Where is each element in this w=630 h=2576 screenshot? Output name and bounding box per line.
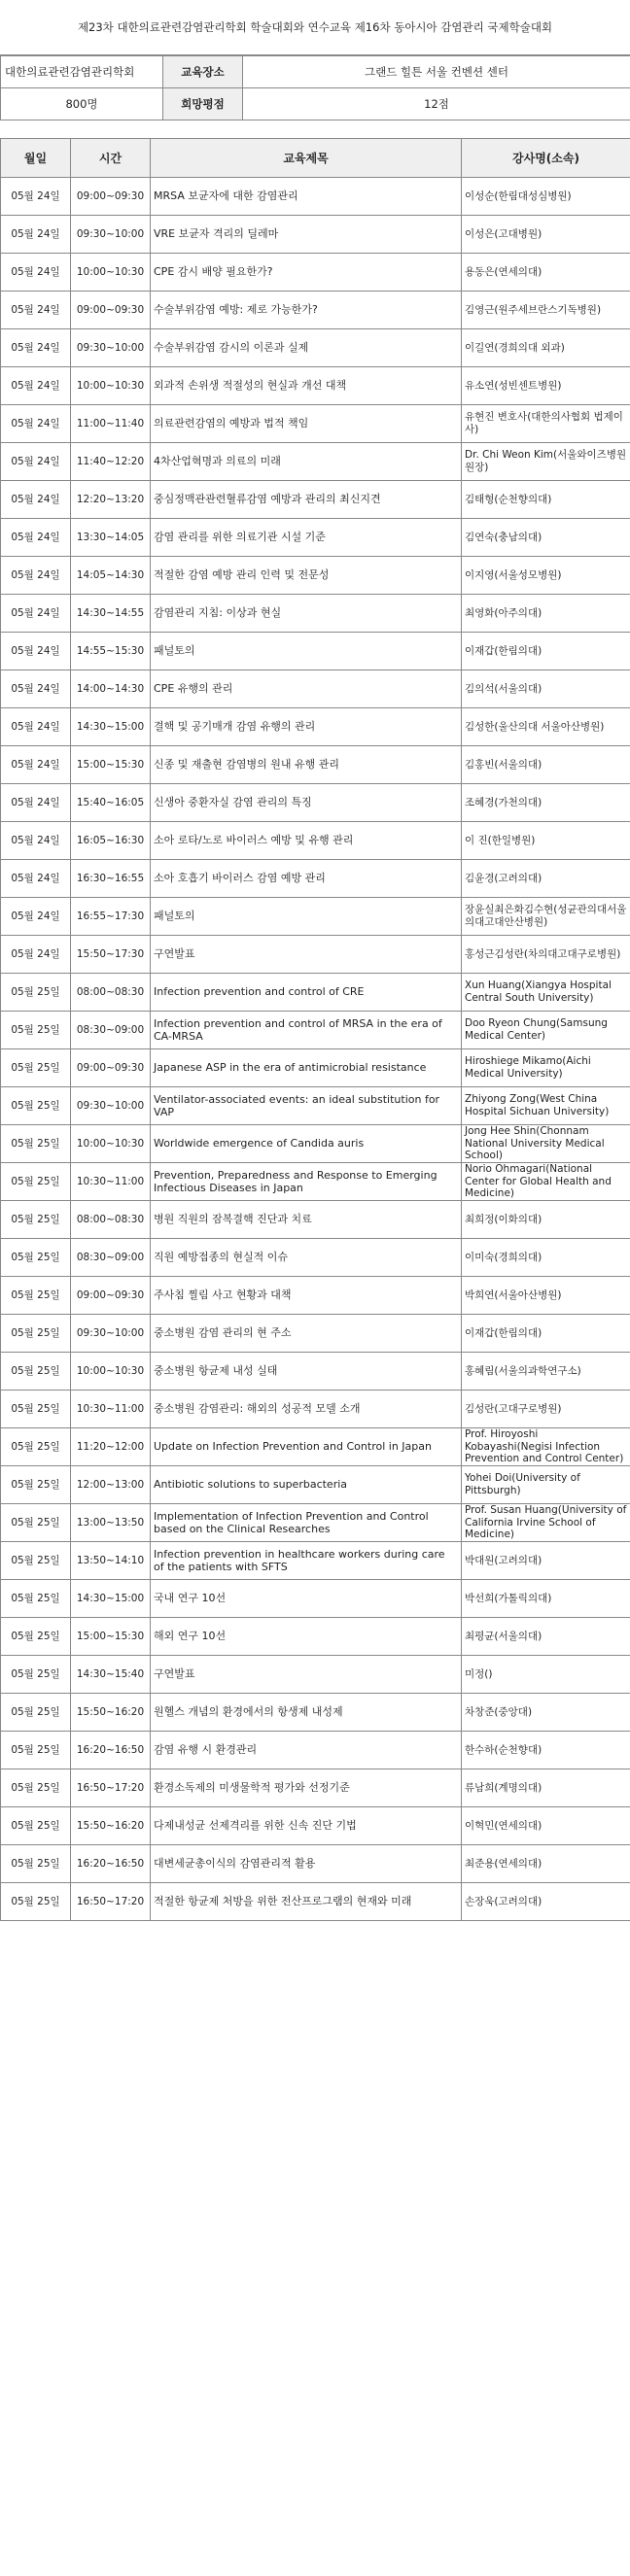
cell-time: 08:30~09:00: [71, 1012, 151, 1049]
table-row: [1, 292, 630, 329]
cell-title: 신종 및 재출현 감염병의 원내 유행 관리: [151, 746, 462, 784]
table-row: [1, 1656, 630, 1694]
cell-speaker: 홍성근김성란(차의대고대구로병원): [462, 936, 630, 974]
table-row: [1, 633, 630, 670]
table-row: [1, 1277, 630, 1315]
cell-title: 신생아 중환자실 감염 관리의 특징: [151, 784, 462, 822]
cell-title: 국내 연구 10선: [151, 1580, 462, 1618]
cell-speaker: 류남희(계명의대): [462, 1769, 630, 1807]
table-row: [1, 1428, 630, 1466]
cell-time: 16:30~16:55: [71, 860, 151, 898]
table-row: [1, 822, 630, 860]
table-row: [1, 708, 630, 746]
cell-time: 16:20~16:50: [71, 1732, 151, 1769]
table-row: [1, 1694, 630, 1732]
cell-time: 09:30~10:00: [71, 1315, 151, 1353]
cell-speaker: 이길연(경희의대 외과): [462, 329, 630, 367]
cell-speaker: 장윤실최은화김수현(성균관의대서울의대고대안산병원): [462, 898, 630, 936]
table-row: [1, 936, 630, 974]
cell-time: 15:40~16:05: [71, 784, 151, 822]
cell-date: 05월 24일: [1, 633, 71, 670]
cell-date: 05월 25일: [1, 1769, 71, 1807]
cell-title: 결핵 및 공기매개 감염 유행의 관리: [151, 708, 462, 746]
cell-speaker: 박선희(가톨릭의대): [462, 1580, 630, 1618]
cell-time: 12:20~13:20: [71, 481, 151, 519]
cell-speaker: 이성은(고대병원): [462, 216, 630, 254]
table-row: [1, 1087, 630, 1125]
cell-date: 05월 24일: [1, 708, 71, 746]
cell-time: 12:00~13:00: [71, 1466, 151, 1504]
cell-title: 외과적 손위생 적절성의 현실과 개선 대책: [151, 367, 462, 405]
cell-speaker: 차창준(중앙대): [462, 1694, 630, 1732]
cell-date: 05월 24일: [1, 367, 71, 405]
cell-title: 주사침 찔림 사고 현황과 대책: [151, 1277, 462, 1315]
cell-date: 05월 24일: [1, 405, 71, 443]
cell-date: 05월 25일: [1, 974, 71, 1012]
cell-title: 구연발표: [151, 1656, 462, 1694]
column-header-date: 월일: [1, 139, 71, 178]
cell-date: 05월 24일: [1, 595, 71, 633]
cell-date: 05월 25일: [1, 1845, 71, 1883]
table-row: [1, 519, 630, 557]
table-row: [1, 557, 630, 595]
cell-date: 05월 24일: [1, 519, 71, 557]
cell-title: 다제내성균 선제격리를 위한 신속 진단 기법: [151, 1807, 462, 1845]
course-info-table: [0, 55, 630, 120]
cell-date: 05월 24일: [1, 898, 71, 936]
cell-title: Ventilator-associated events: an ideal substitution for VAP: [151, 1087, 462, 1125]
table-row: [1, 1163, 630, 1201]
table-row: [1, 178, 630, 216]
cell-time: 14:30~14:55: [71, 595, 151, 633]
cell-date: 05월 25일: [1, 1353, 71, 1391]
cell-speaker: 최희정(이화의대): [462, 1201, 630, 1239]
table-row: [1, 216, 630, 254]
cell-speaker: 최영화(아주의대): [462, 595, 630, 633]
cell-title: 구연발표: [151, 936, 462, 974]
cell-date: 05월 25일: [1, 1542, 71, 1580]
document-title: 제23차 대한의료관련감염관리학회 학술대회와 연수교육 제16차 동아시아 감염관리 국제학술대회: [0, 0, 630, 55]
cell-time: 16:50~17:20: [71, 1883, 151, 1921]
cell-time: 09:30~10:00: [71, 329, 151, 367]
cell-title: 중소병원 감염관리: 해외의 성공적 모델 소개: [151, 1391, 462, 1428]
cell-date: 05월 25일: [1, 1618, 71, 1656]
cell-speaker: Norio Ohmagari(National Center for Global Health and Medicine): [462, 1163, 630, 1201]
cell-date: 05월 24일: [1, 746, 71, 784]
cell-date: 05월 25일: [1, 1883, 71, 1921]
cell-date: 05월 25일: [1, 1315, 71, 1353]
cell-title: 적절한 감염 예방 관리 인력 및 전문성: [151, 557, 462, 595]
table-row: [1, 1201, 630, 1239]
cell-time: 10:00~10:30: [71, 367, 151, 405]
cell-time: 14:05~14:30: [71, 557, 151, 595]
cell-title: 중소병원 항균제 내성 실태: [151, 1353, 462, 1391]
cell-time: 14:30~15:40: [71, 1656, 151, 1694]
table-row: [1, 405, 630, 443]
cell-time: 13:00~13:50: [71, 1504, 151, 1542]
cell-speaker: 이성순(한림대성심병원): [462, 178, 630, 216]
cell-title: 수술부위감염 예방: 제로 가능한가?: [151, 292, 462, 329]
table-row: [1, 367, 630, 405]
cell-time: 11:40~12:20: [71, 443, 151, 481]
cell-title: 감염 관리를 위한 의료기관 시설 기준: [151, 519, 462, 557]
table-row: [1, 1807, 630, 1845]
cell-title: MRSA 보균자에 대한 감염관리: [151, 178, 462, 216]
table-row: [1, 1049, 630, 1087]
credit-label: 희망평점: [163, 88, 243, 120]
table-row: [1, 1769, 630, 1807]
cell-speaker: 김성란(고대구로병원): [462, 1391, 630, 1428]
cell-time: 09:30~10:00: [71, 1087, 151, 1125]
cell-time: 15:00~15:30: [71, 1618, 151, 1656]
cell-speaker: 미정(): [462, 1656, 630, 1694]
cell-date: 05월 25일: [1, 1201, 71, 1239]
table-row: [1, 443, 630, 481]
cell-speaker: 홍혜림(서울의과학연구소): [462, 1353, 630, 1391]
info-row-capacity: [1, 88, 630, 120]
table-row: [1, 1618, 630, 1656]
cell-time: 10:00~10:30: [71, 1353, 151, 1391]
table-row: [1, 1883, 630, 1921]
cell-time: 14:30~15:00: [71, 708, 151, 746]
cell-time: 09:00~09:30: [71, 178, 151, 216]
cell-title: 대변세균총이식의 감염관리적 활용: [151, 1845, 462, 1883]
cell-date: 05월 25일: [1, 1239, 71, 1277]
venue-label: 교육장소: [163, 56, 243, 88]
cell-title: 중심정맥관관련혈류감염 예방과 관리의 최신지견: [151, 481, 462, 519]
cell-date: 05월 25일: [1, 1694, 71, 1732]
cell-title: Infection prevention and control of MRSA in the era of CA-MRSA: [151, 1012, 462, 1049]
table-row: [1, 1845, 630, 1883]
cell-title: Implementation of Infection Prevention and Control based on the Clinical Researches: [151, 1504, 462, 1542]
cell-speaker: Dr. Chi Weon Kim(서울와이즈병원 원장): [462, 443, 630, 481]
cell-title: 의료관련감염의 예방과 법적 책임: [151, 405, 462, 443]
credit-value: 12점: [243, 88, 630, 120]
column-header-speaker: 강사명(소속): [462, 139, 630, 178]
cell-time: 15:50~17:30: [71, 936, 151, 974]
column-header-title: 교육제목: [151, 139, 462, 178]
schedule-body: [1, 178, 630, 1921]
cell-date: 05월 25일: [1, 1807, 71, 1845]
cell-date: 05월 25일: [1, 1428, 71, 1466]
cell-time: 15:50~16:20: [71, 1694, 151, 1732]
table-row: [1, 481, 630, 519]
column-header-time: 시간: [71, 139, 151, 178]
cell-speaker: 김성한(울산의대 서울아산병원): [462, 708, 630, 746]
cell-date: 05월 25일: [1, 1391, 71, 1428]
cell-speaker: 최평균(서울의대): [462, 1618, 630, 1656]
table-row: [1, 1466, 630, 1504]
cell-title: 소아 호흡기 바이러스 감염 예방 관리: [151, 860, 462, 898]
cell-speaker: 김윤경(고려의대): [462, 860, 630, 898]
cell-title: VRE 보균자 격리의 딜레마: [151, 216, 462, 254]
cell-time: 08:30~09:00: [71, 1239, 151, 1277]
table-row: [1, 670, 630, 708]
cell-date: 05월 25일: [1, 1012, 71, 1049]
cell-title: Infection prevention and control of CRE: [151, 974, 462, 1012]
cell-speaker: 박대원(고려의대): [462, 1542, 630, 1580]
cell-speaker: 김연숙(충남의대): [462, 519, 630, 557]
cell-title: 직원 예방접종의 현실적 이슈: [151, 1239, 462, 1277]
table-row: [1, 784, 630, 822]
cell-title: 4차산업혁명과 의료의 미래: [151, 443, 462, 481]
table-row: [1, 860, 630, 898]
cell-time: 14:00~14:30: [71, 670, 151, 708]
cell-speaker: 이 진(한일병원): [462, 822, 630, 860]
cell-title: 원헬스 개념의 환경에서의 항생제 내성제: [151, 1694, 462, 1732]
cell-speaker: 이혁민(연세의대): [462, 1807, 630, 1845]
cell-time: 16:05~16:30: [71, 822, 151, 860]
cell-time: 16:50~17:20: [71, 1769, 151, 1807]
cell-speaker: 이재갑(한림의대): [462, 1315, 630, 1353]
organizer-name: 대한의료관련감염관리학회: [1, 56, 163, 88]
cell-time: 09:30~10:00: [71, 216, 151, 254]
cell-time: 08:00~08:30: [71, 974, 151, 1012]
info-row-venue: [1, 56, 630, 88]
cell-speaker: 한수하(순천향대): [462, 1732, 630, 1769]
table-row: [1, 1391, 630, 1428]
cell-speaker: Doo Ryeon Chung(Samsung Medical Center): [462, 1012, 630, 1049]
cell-speaker: Prof. Susan Huang(University of California Irvine School of Medicine): [462, 1504, 630, 1542]
cell-title: 패널토의: [151, 633, 462, 670]
cell-speaker: Zhiyong Zong(West China Hospital Sichuan University): [462, 1087, 630, 1125]
cell-date: 05월 25일: [1, 1087, 71, 1125]
cell-time: 11:00~11:40: [71, 405, 151, 443]
cell-time: 16:20~16:50: [71, 1845, 151, 1883]
cell-date: 05월 24일: [1, 254, 71, 292]
cell-date: 05월 24일: [1, 443, 71, 481]
cell-date: 05월 25일: [1, 1504, 71, 1542]
cell-date: 05월 25일: [1, 1466, 71, 1504]
cell-time: 14:55~15:30: [71, 633, 151, 670]
cell-date: 05월 24일: [1, 557, 71, 595]
table-row: [1, 974, 630, 1012]
cell-title: 패널토의: [151, 898, 462, 936]
cell-title: 감염관리 지침: 이상과 현실: [151, 595, 462, 633]
cell-date: 05월 24일: [1, 481, 71, 519]
cell-title: 소아 로타/노로 바이러스 예방 및 유행 관리: [151, 822, 462, 860]
cell-date: 05월 25일: [1, 1163, 71, 1201]
cell-speaker: 용동은(연세의대): [462, 254, 630, 292]
table-row: [1, 1012, 630, 1049]
cell-title: Worldwide emergence of Candida auris: [151, 1125, 462, 1163]
cell-date: 05월 24일: [1, 216, 71, 254]
cell-title: 중소병원 감염 관리의 현 주소: [151, 1315, 462, 1353]
cell-date: 05월 25일: [1, 1049, 71, 1087]
cell-time: 13:30~14:05: [71, 519, 151, 557]
cell-time: 10:00~10:30: [71, 254, 151, 292]
cell-speaker: 김홍빈(서울의대): [462, 746, 630, 784]
cell-date: 05월 24일: [1, 936, 71, 974]
cell-speaker: Prof. Hiroyoshi Kobayashi(Negisi Infection Prevention and Control Center): [462, 1428, 630, 1466]
cell-title: CPE 유행의 관리: [151, 670, 462, 708]
cell-date: 05월 25일: [1, 1656, 71, 1694]
cell-time: 13:50~14:10: [71, 1542, 151, 1580]
cell-speaker: Jong Hee Shin(Chonnam National University Medical School): [462, 1125, 630, 1163]
cell-speaker: 유소연(성빈센트병원): [462, 367, 630, 405]
table-row: [1, 1542, 630, 1580]
table-row: [1, 1315, 630, 1353]
cell-title: 병원 직원의 잠복결핵 진단과 치료: [151, 1201, 462, 1239]
cell-speaker: 김영근(원주세브란스기독병원): [462, 292, 630, 329]
section-spacer: [0, 120, 630, 138]
schedule-table: [0, 138, 630, 1921]
cell-speaker: Xun Huang(Xiangya Hospital Central South University): [462, 974, 630, 1012]
table-row: [1, 898, 630, 936]
table-row: [1, 1580, 630, 1618]
table-row: [1, 595, 630, 633]
cell-title: Prevention, Preparedness and Response to Emerging Infectious Diseases in Japan: [151, 1163, 462, 1201]
cell-time: 09:00~09:30: [71, 292, 151, 329]
cell-time: 11:20~12:00: [71, 1428, 151, 1466]
cell-speaker: 김태형(순천향의대): [462, 481, 630, 519]
cell-date: 05월 24일: [1, 178, 71, 216]
cell-speaker: 최준용(연세의대): [462, 1845, 630, 1883]
cell-date: 05월 24일: [1, 784, 71, 822]
table-row: [1, 1239, 630, 1277]
table-row: [1, 1125, 630, 1163]
cell-speaker: 김의석(서울의대): [462, 670, 630, 708]
cell-date: 05월 24일: [1, 860, 71, 898]
table-row: [1, 1504, 630, 1542]
cell-date: 05월 25일: [1, 1125, 71, 1163]
cell-speaker: Hiroshiege Mikamo(Aichi Medical University): [462, 1049, 630, 1087]
cell-time: 10:30~11:00: [71, 1391, 151, 1428]
cell-date: 05월 24일: [1, 329, 71, 367]
cell-title: CPE 감시 배양 필요한가?: [151, 254, 462, 292]
cell-title: 적절한 항균제 처방을 위한 전산프로그램의 현재와 미래: [151, 1883, 462, 1921]
cell-time: 09:00~09:30: [71, 1277, 151, 1315]
cell-time: 10:00~10:30: [71, 1125, 151, 1163]
cell-speaker: 유현진 변호사(대한의사협회 법제이사): [462, 405, 630, 443]
cell-speaker: 이지영(서울성모병원): [462, 557, 630, 595]
cell-time: 15:00~15:30: [71, 746, 151, 784]
cell-speaker: 손장욱(고려의대): [462, 1883, 630, 1921]
table-row: [1, 254, 630, 292]
venue-value: 그랜드 힐튼 서울 컨벤션 센터: [243, 56, 630, 88]
table-row: [1, 1353, 630, 1391]
cell-date: 05월 25일: [1, 1277, 71, 1315]
table-row: [1, 1732, 630, 1769]
cell-speaker: 이미숙(경희의대): [462, 1239, 630, 1277]
cell-date: 05월 25일: [1, 1732, 71, 1769]
cell-speaker: 박희연(서울아산병원): [462, 1277, 630, 1315]
cell-time: 14:30~15:00: [71, 1580, 151, 1618]
capacity-value: 800명: [1, 88, 163, 120]
cell-date: 05월 25일: [1, 1580, 71, 1618]
cell-title: 감염 유행 시 환경관리: [151, 1732, 462, 1769]
cell-title: 수술부위감염 감시의 이론과 실제: [151, 329, 462, 367]
cell-date: 05월 24일: [1, 670, 71, 708]
table-row: [1, 329, 630, 367]
cell-title: Japanese ASP in the era of antimicrobial resistance: [151, 1049, 462, 1087]
cell-speaker: Yohei Doi(University of Pittsburgh): [462, 1466, 630, 1504]
cell-speaker: 이재갑(한림의대): [462, 633, 630, 670]
cell-time: 09:00~09:30: [71, 1049, 151, 1087]
cell-date: 05월 24일: [1, 822, 71, 860]
cell-title: 환경소독제의 미생물학적 평가와 선정기준: [151, 1769, 462, 1807]
cell-time: 15:50~16:20: [71, 1807, 151, 1845]
table-row: [1, 746, 630, 784]
cell-title: Infection prevention in healthcare workers during care of the patients with SFTS: [151, 1542, 462, 1580]
schedule-header-row: [1, 139, 630, 178]
cell-title: Antibiotic solutions to superbacteria: [151, 1466, 462, 1504]
cell-time: 08:00~08:30: [71, 1201, 151, 1239]
cell-time: 16:55~17:30: [71, 898, 151, 936]
cell-title: 해외 연구 10선: [151, 1618, 462, 1656]
cell-speaker: 조혜경(가천의대): [462, 784, 630, 822]
cell-title: Update on Infection Prevention and Control in Japan: [151, 1428, 462, 1466]
cell-date: 05월 24일: [1, 292, 71, 329]
cell-time: 10:30~11:00: [71, 1163, 151, 1201]
